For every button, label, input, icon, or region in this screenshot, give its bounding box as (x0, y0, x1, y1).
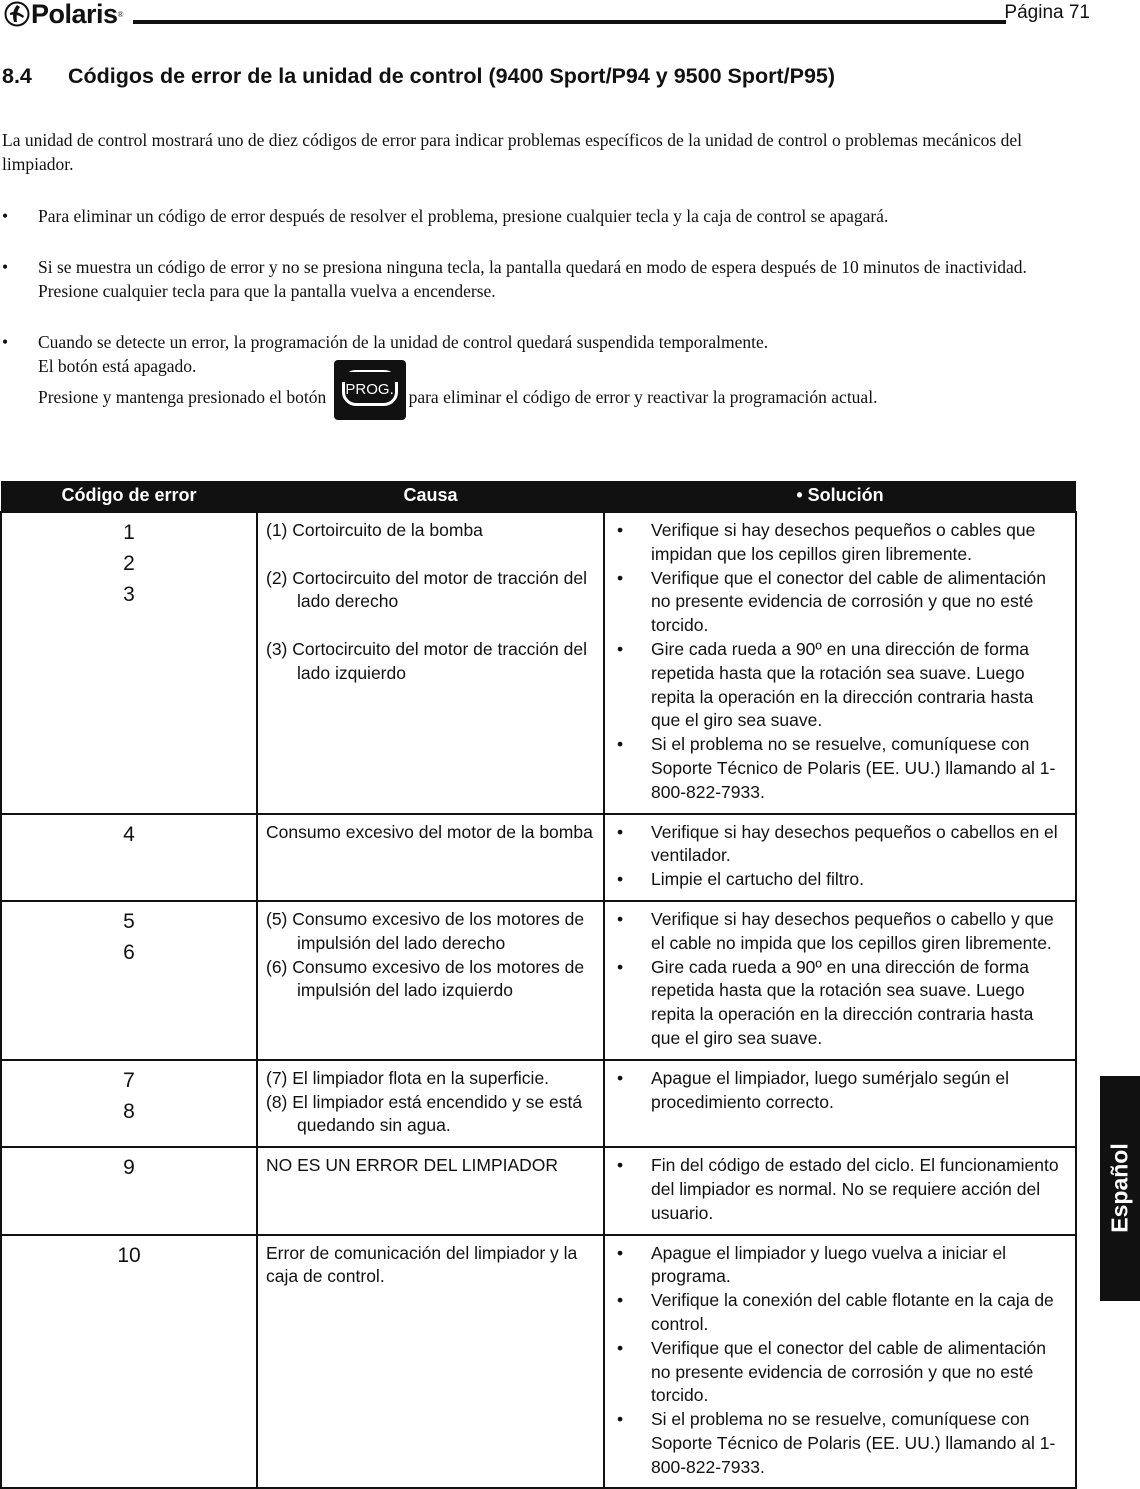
bullet-clear-error (2, 204, 1087, 228)
bullet-symbol: • (617, 520, 624, 540)
cause-cell (257, 814, 604, 901)
error-code: 2 (123, 552, 135, 575)
bullet-line-post: para eliminar el código de error y reactivar la programación actual. (408, 387, 878, 408)
error-code-cell (1, 814, 257, 901)
error-code: 3 (123, 583, 135, 606)
error-code-cell (1, 1147, 257, 1234)
trademark-symbol: ® (117, 9, 124, 19)
solution-cell (604, 512, 1076, 814)
solution-item (613, 956, 1067, 1051)
bullet-symbol: • (617, 1242, 624, 1263)
bullet-symbol: • (617, 956, 624, 977)
bullet-symbol: • (2, 206, 9, 226)
solution-item (613, 1242, 1067, 1290)
error-code: 1 (123, 521, 135, 544)
solution-item (613, 1408, 1067, 1479)
error-code-cell (1, 512, 257, 814)
bullet-symbol: • (617, 869, 624, 890)
bullet-symbol: • (617, 1067, 624, 1088)
cause-spacer (266, 543, 595, 567)
cause-cell (257, 512, 604, 814)
cause-item: (8) El limpiador está encendido y se está quedando sin agua. (266, 1091, 583, 1136)
solution-item (613, 567, 1067, 638)
section-heading: Códigos de error de la unidad de control (9400 Sport/P94 y 9500 Sport/P95) (68, 64, 836, 88)
solution-item (613, 1154, 1067, 1225)
error-code: 10 (117, 1243, 141, 1267)
error-code: 8 (123, 1099, 135, 1123)
bullet-text: Si se muestra un código de error y no se presiona ninguna tecla, la pantalla quedará en modo de espera después de 10 minutos de inactividad. Presione cualquier tecla para que la pantalla vuelva a encenderse. (38, 257, 1027, 301)
solution-item (613, 1337, 1067, 1408)
cause-cell (257, 1235, 604, 1489)
bullet-symbol: • (617, 638, 624, 659)
bullet-symbol: • (617, 908, 624, 929)
prog-button-label: PROG. (345, 381, 394, 398)
cause-item: (1) Cortoircuito de la bomba (266, 520, 483, 540)
solution-cell (604, 1060, 1076, 1147)
error-code-table (0, 481, 1077, 1489)
solution-text: Verifique que el conector del cable de alimentación no presente evidencia de corrosión y que no esté torcido. (651, 1337, 1046, 1406)
header-cause: Causa (257, 481, 604, 512)
table-row (1, 1235, 1076, 1489)
table-row (1, 901, 1076, 1060)
table-body (1, 512, 1076, 1488)
cause-spacer (266, 614, 595, 638)
cause-cell (257, 901, 604, 1060)
bullet-line-pre: Presione y mantenga presionado el botón (38, 387, 327, 408)
brand-logo (4, 0, 124, 28)
header-rule (133, 20, 1006, 24)
solution-text: Si el problema no se resuelve, comuníquese con Soporte Técnico de Polaris (EE. UU.) llamando al 1-800-822-7933. (651, 734, 1056, 802)
solution-item (613, 821, 1067, 869)
cause-item: (6) Consumo excesivo de los motores de impulsión del lado izquierdo (266, 956, 585, 1001)
cause-item: (2) Cortocircuito del motor de tracción del lado derecho (266, 567, 587, 612)
prog-button-icon (334, 360, 406, 420)
solution-item (613, 1289, 1067, 1337)
solution-item (613, 868, 1067, 892)
cause-cell (257, 1147, 604, 1234)
language-tab (1100, 1076, 1140, 1301)
intro-paragraph: La unidad de control mostrará uno de diez códigos de error para indicar problemas específicos de la unidad de control o problemas mecánicos del limpiador. (2, 130, 1022, 174)
error-code-cell (1, 1235, 257, 1489)
bullet-symbol: • (617, 821, 624, 842)
bullet-symbol: • (617, 734, 624, 755)
bullet-symbol: • (617, 1290, 624, 1311)
solution-text: Gire cada rueda a 90º en una dirección de forma repetida hasta que la rotación sea suave. Luego repita la operación en la dirección contraria hasta que el giro sea suave. (651, 956, 1034, 1048)
cause-cell (257, 1060, 604, 1147)
solution-item (613, 638, 1067, 733)
section-number: 8.4 (2, 64, 32, 88)
cause-item: Consumo excesivo del motor de la bomba (266, 821, 593, 842)
error-code: 9 (123, 1156, 135, 1180)
page-header (0, 0, 1140, 34)
header-solution: • Solución (604, 481, 1076, 512)
solution-text: Verifique si hay desechos pequeños o cabello y que el cable no impida que los cepillos giren libremente. (651, 908, 1054, 953)
solution-text: Verifique si hay desechos pequeños o cables que impidan que los cepillos giren libremente. (651, 520, 1036, 564)
solution-cell (604, 1235, 1076, 1489)
bullet-symbol: • (2, 332, 9, 352)
table-row (1, 512, 1076, 814)
error-code: 5 (123, 909, 135, 933)
solution-item (613, 908, 1067, 956)
bullet-text: Para eliminar un código de error después de resolver el problema, presione cualquier tecla y la caja de control se apagará. (38, 206, 889, 226)
bullet-program-suspended (2, 330, 1087, 420)
cause-item: (3) Cortocircuito del motor de tracción del lado izquierdo (266, 638, 587, 683)
solution-text: Apague el limpiador y luego vuelva a iniciar el programa. (651, 1242, 1007, 1287)
error-code: 7 (123, 1068, 135, 1092)
cause-item: NO ES UN ERROR DEL LIMPIADOR (266, 1155, 559, 1176)
table-header-row (1, 481, 1076, 512)
bullet-symbol: • (617, 567, 624, 588)
solution-item (613, 1067, 1067, 1115)
bullet-symbol: • (2, 257, 9, 277)
table-row (1, 1147, 1076, 1234)
bullet-line: El botón está apagado. (38, 356, 197, 376)
page-number: Página 71 (1004, 2, 1090, 23)
error-code: 4 (123, 822, 135, 846)
header-code: Código de error (1, 481, 257, 512)
cause-item: Error de comunicación del limpiador y la caja de control. (266, 1242, 578, 1287)
solution-cell (604, 814, 1076, 901)
error-code: 6 (123, 940, 135, 964)
brand-name: Polaris (31, 0, 118, 29)
solution-item (613, 519, 1067, 567)
cause-item: (5) Consumo excesivo de los motores de impulsión del lado derecho (266, 908, 585, 953)
section-title (2, 64, 835, 89)
bullet-symbol: • (617, 1337, 624, 1358)
solution-text: Si el problema no se resuelve, comuníquese con Soporte Técnico de Polaris (EE. UU.) llamando al 1-800-822-7933. (651, 1409, 1056, 1477)
table-row (1, 814, 1076, 901)
bullet-standby (2, 255, 1087, 303)
solution-text: Gire cada rueda a 90º en una dirección de forma repetida hasta que la rotación sea suave. Luego repita la operación en la dirección contraria hasta que el giro sea suave. (651, 638, 1034, 731)
solution-text: Verifique la conexión del cable flotante en la caja de control. (651, 1290, 1054, 1334)
solution-cell (604, 901, 1076, 1060)
error-code-cell (1, 1060, 257, 1147)
bullet-line (38, 378, 1087, 420)
cause-item: (7) El limpiador flota en la superficie. (266, 1067, 550, 1088)
solution-text: Limpie el cartucho del filtro. (651, 869, 865, 890)
solution-text: Verifique si hay desechos pequeños o cabellos en el ventilador. (651, 821, 1058, 866)
bullet-line: Cuando se detecte un error, la programación de la unidad de control quedará suspendida temporalmente. (38, 332, 769, 352)
error-code-cell (1, 901, 257, 1060)
solution-text: Apague el limpiador, luego sumérjalo según el procedimiento correcto. (651, 1067, 1010, 1112)
polaris-logo-icon (4, 1, 30, 27)
bullet-symbol: • (617, 1409, 624, 1430)
solution-text: Verifique que el conector del cable de alimentación no presente evidencia de corrosión y que no esté torcido. (651, 567, 1046, 636)
solution-item (613, 733, 1067, 804)
solution-text: Fin del código de estado del ciclo. El funcionamiento del limpiador es normal. No se requiere acción del usuario. (651, 1155, 1059, 1223)
language-tab-label: Español (1106, 1143, 1133, 1233)
solution-cell (604, 1147, 1076, 1234)
bullet-text-block (38, 330, 1087, 420)
table-row (1, 1060, 1076, 1147)
bullet-symbol: • (617, 1155, 624, 1176)
